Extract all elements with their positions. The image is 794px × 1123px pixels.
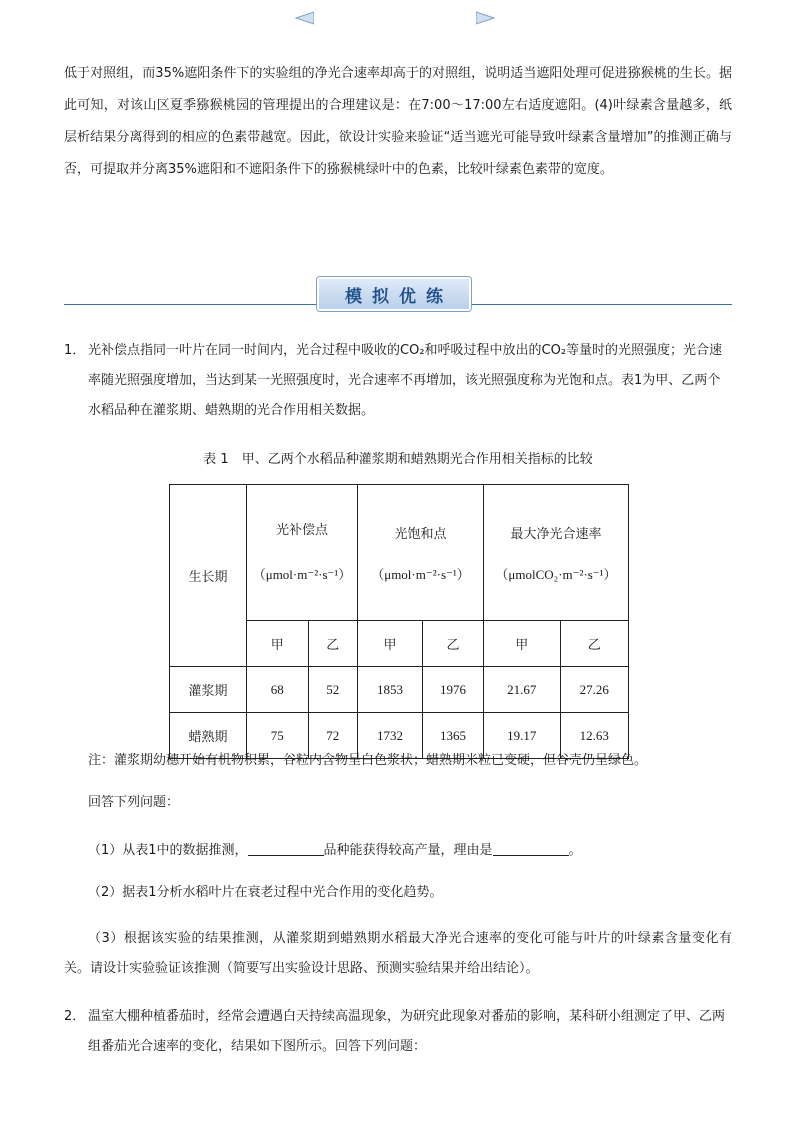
table-cell: 72 [308,713,357,759]
variety-header: 乙 [423,621,484,667]
data-table [169,484,629,759]
table-cell: 1365 [423,713,484,759]
variety-header: 甲 [484,621,561,667]
group-header: 光补偿点 （μmol·m⁻²·s⁻¹） [247,485,358,621]
table-cell: 27.26 [560,667,628,713]
question-2 [64,1002,732,1062]
stage-cell: 灌浆期 [170,667,247,713]
question-2-number: 2． [64,1009,86,1024]
table-cell: 19.17 [484,713,561,759]
table-cell: 52 [308,667,357,713]
question-1-number: 1． [64,343,86,358]
table-note: 注：灌浆期幼穗开始有机物积累，谷粒内含物呈白色浆状；蜡熟期米粒已变硬，但谷壳仍呈绿色。 [88,753,648,768]
group-header: 光饱和点 （μmol·m⁻²·s⁻¹） [358,485,484,621]
question-2-text: 温室大棚种植番茄时，经常会遭遇白天持续高温现象，为研究此现象对番茄的影响，某科研小组测定了甲、乙两组番茄光合速率的变化，结果如下图所示。回答下列问题： [88,1009,726,1054]
sub-question-3: （3）根据该实验的结果推测，从灌浆期到蜡熟期水稻最大净光合速率的变化可能与叶片的叶绿素含量变化有关。请设计实验验证该推测（简要写出实验设计思路、预测实验结果并给出结论）。 [64,931,732,976]
group-header: 最大净光合速率 （μmolCO₂·m⁻²·s⁻¹） [484,485,629,621]
table-cell: 21.67 [484,667,561,713]
table-cell: 75 [247,713,309,759]
table-cell: 1853 [358,667,423,713]
sub-question-1: （1）从表1中的数据推测， 品种能获得较高产量，理由是 。 [88,843,582,858]
variety-header: 乙 [308,621,357,667]
table-cell: 1976 [423,667,484,713]
table-cell: 1732 [358,713,423,759]
right-ornament-icon [476,8,500,28]
answer-blank[interactable] [248,841,324,856]
section-badge [312,276,476,312]
answer-prompt: 回答下列问题： [88,795,180,810]
question-1 [64,336,732,426]
variety-header: 乙 [560,621,628,667]
question-1-text: 光补偿点指同一叶片在同一时间内，光合过程中吸收的CO₂和呼吸过程中放出的CO₂等量时的光照强度；光合速率随光照强度增加，当达到某一光照强度时，光合速率不再增加，该光照强度称为光饱和点。表1为甲、乙两个水稻品种在灌浆期、蜡熟期的光合作用相关数据。 [88,343,723,418]
table-cell: 12.63 [560,713,628,759]
left-ornament-icon [290,8,314,28]
sub-question-2: （2）据表1分析水稻叶片在衰老过程中光合作用的变化趋势。 [88,885,443,900]
variety-header: 甲 [358,621,423,667]
table-caption: 表 1 甲、乙两个水稻品种灌浆期和蜡熟期光合作用相关指标的比较 [203,452,593,467]
section-badge-label: 模拟优练 [345,286,453,307]
table-row [170,667,629,713]
variety-header: 甲 [247,621,309,667]
answer-blank[interactable] [493,841,569,856]
intro-paragraph: 低于对照组，而35%遮阳条件下的实验组的净光合速率却高于的对照组，说明适当遮阳处理可促进猕猴桃的生长。据此可知，对该山区夏季猕猴桃园的管理提出的合理建议是：在7:00～17:00左右适度遮阳。(4)叶绿素含量越多，纸层析结果分离得到的相应的色素带越宽。因此，欲设计实验来验证“适当遮光可能导致叶绿素含量增加”的推测正确与否，可提取并分离35%遮阳和不遮阳条件下的猕猴桃绿叶中的色素，比较叶绿素色素带的宽度。 [64,66,732,177]
stage-cell: 蜡熟期 [170,713,247,759]
table-cell: 68 [247,667,309,713]
row-header-stage: 生长期 [170,485,247,667]
